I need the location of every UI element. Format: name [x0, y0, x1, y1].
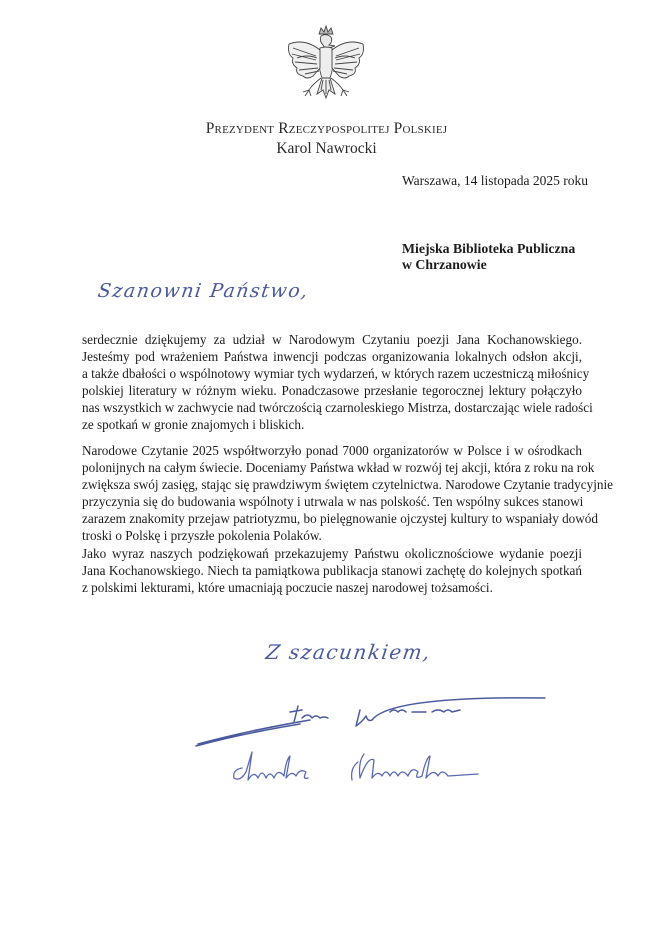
paragraph-line: przyczynia się do budowania wspólnoty i utrwala w nas polskość. Ten wspólny sukces stanowi — [82, 494, 584, 510]
recipient-block — [402, 241, 575, 273]
letterhead-office: Prezydent Rzeczypospolitej Polskiej — [205, 120, 448, 137]
signature-marta-nawrocka — [228, 748, 558, 788]
paragraph-line: z polskimi lekturami, które umacniają poczucie naszej narodowej tożsamości. — [82, 580, 493, 596]
handwritten-salutation: Szanowni Państwo, — [96, 280, 311, 302]
recipient-line-2: w Chrzanowie — [402, 257, 487, 272]
paragraph-line: polskiej literatury w różnym wieku. Ponadczasowe przesłanie tegorocznej lektury połączyło — [82, 383, 582, 399]
paragraph-3 — [82, 545, 582, 596]
recipient-line-1: Miejska Biblioteka Publiczna — [402, 241, 576, 256]
date-line: Warszawa, 14 listopada 2025 roku — [402, 173, 588, 188]
paragraph-line: polonijnych na całym świecie. Doceniamy Państwa wkład w rozwój tej akcji, która z roku na rok — [82, 460, 595, 476]
paragraph-line: zarazem znakomity przejaw patriotyzmu, bo pielęgnowanie ojczystej kultury to wspaniały dowód — [82, 511, 598, 527]
polish-eagle-emblem-icon — [283, 24, 369, 112]
paragraph-line: Jako wyraz naszych podziękowań przekazujemy Państwu okolicznościowe wydanie poezji — [82, 546, 582, 561]
handwritten-closing: Z szacunkiem, — [264, 640, 433, 664]
paragraph-line: troski o Polskę i przyszłe pokolenia Polaków. — [82, 528, 322, 544]
paragraph-line: nas wszystkich w zachwycie nad twórczością czarnoleskiego Mistrza, dostarczając wiele radości — [82, 400, 593, 416]
signature-karol-nawrocki — [190, 690, 550, 750]
paragraph-line: Narodowe Czytanie 2025 współtworzyło ponad 7000 organizatorów w Polsce i w ośrodkach — [82, 443, 582, 458]
paragraph-line: Jana Kochanowskiego. Niech ta pamiątkowa publikacja stanowi zachętę do kolejnych spotkań — [82, 563, 582, 579]
paragraph-line: zwiększa swój zasięg, stając się prawdziwym świętem czytelnictwa. Narodowe Czytanie tradycyjnie — [82, 477, 613, 493]
paragraph-line: Jesteśmy pod wrażeniem Państwa inwencji podczas organizowania lokalnych odsłon akcji, — [82, 349, 582, 365]
paragraph-1 — [82, 331, 593, 434]
paragraph-line: serdecznie dziękujemy za udział w Narodowym Czytaniu poezji Jana Kochanowskiego. — [82, 332, 582, 347]
paragraph-line: a także dbałości o wspólnotowy wymiar tych wydarzeń, w których razem uczestniczą miłośnicy — [82, 366, 590, 382]
paragraph-line: ze spotkań w gronie znajomych i bliskich. — [82, 417, 305, 433]
paragraph-2 — [82, 442, 613, 545]
letterhead-name: Karol Nawrocki — [276, 140, 377, 157]
